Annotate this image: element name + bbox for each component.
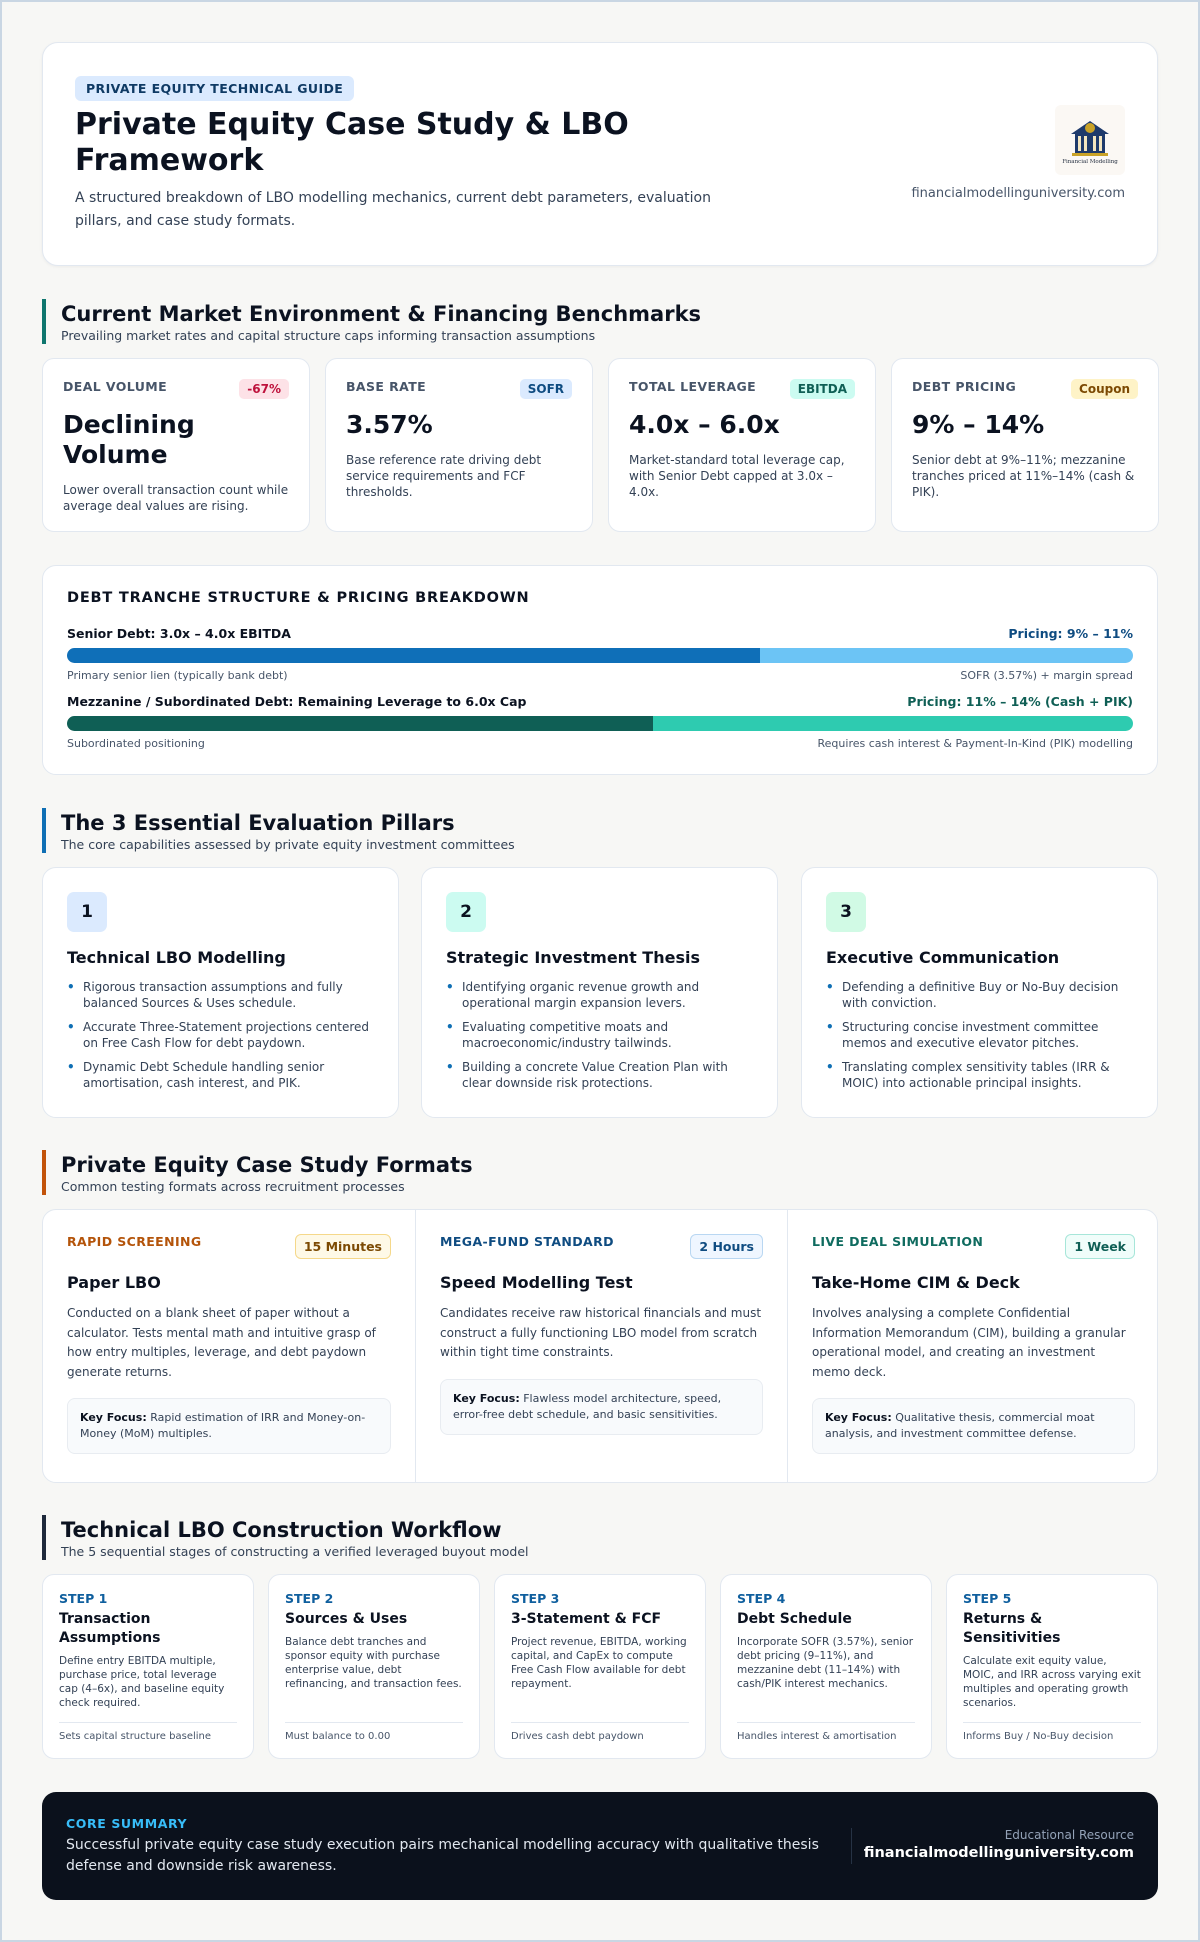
tranche-bar-spread-segment: [653, 716, 1133, 731]
kpi-label: BASE RATE: [346, 379, 427, 394]
pillar-number: 2: [446, 892, 486, 932]
tranche-bar: [67, 716, 1133, 731]
format-duration-badge: 15 Minutes: [295, 1234, 391, 1259]
pillar-point: • Defending a definitive Buy or No-Buy decision with conviction.: [826, 979, 1133, 1011]
pillar-point: • Rigorous transaction assumptions and fully balanced Sources & Uses schedule.: [67, 979, 374, 1011]
market-section-title: Current Market Environment & Financing Benchmarks: [61, 302, 702, 326]
kpi-value: 9% – 14%: [912, 410, 1045, 439]
tranche-sub-right: Requires cash interest & Payment-In-Kind (PIK) modelling: [817, 737, 1133, 750]
kpi-card-base-rate: [325, 358, 593, 532]
kpi-card-deal-volume: [42, 358, 310, 532]
tranche-bar: [67, 648, 1133, 663]
pillar-title: Technical LBO Modelling: [67, 948, 286, 967]
pillar-card: [421, 867, 778, 1118]
kpi-row: [42, 358, 1158, 532]
kpi-note: Market-standard total leverage cap, with Senior Debt capped at 3.0x – 4.0x.: [629, 453, 845, 499]
tranche-sub-left: Primary senior lien (typically bank debt): [67, 669, 288, 682]
step-footnote: Handles interest & amortisation: [737, 1722, 915, 1742]
tranche-pricing: Pricing: 9% – 11%: [1008, 626, 1133, 641]
kpi-value: Declining Volume: [63, 410, 195, 469]
step-footnote: Informs Buy / No-Buy decision: [963, 1722, 1141, 1742]
format-title: Paper LBO: [67, 1273, 161, 1292]
format-column: [787, 1210, 1158, 1483]
summary-text: Successful private equity case study execution pairs mechanical modelling accuracy with qualitative thesis defense and downside risk awareness.: [66, 1837, 819, 1874]
step-description: Define entry EBITDA multiple, purchase price, total leverage cap (4–6x), and baseline equity check required.: [59, 1655, 225, 1709]
kpi-badge: EBITDA: [790, 379, 855, 399]
key-focus-label: Key Focus:: [825, 1411, 892, 1424]
formats-card: [42, 1209, 1158, 1483]
pillars-section-title: The 3 Essential Evaluation Pillars: [61, 811, 455, 835]
kpi-label: TOTAL LEVERAGE: [629, 379, 757, 394]
format-description: Conducted on a blank sheet of paper without a calculator. Tests mental math and intuitive grasp of how entry multiples, leverage, and debt paydown generate returns.: [67, 1306, 376, 1379]
tranche-row-senior: [67, 626, 1133, 682]
step-number: STEP 5: [963, 1591, 1012, 1606]
guide-tag: PRIVATE EQUITY TECHNICAL GUIDE: [75, 76, 354, 101]
kpi-badge: SOFR: [520, 379, 572, 399]
header-card: [42, 42, 1158, 266]
key-focus-label: Key Focus:: [453, 1391, 520, 1405]
kpi-note: Base reference rate driving debt service requirements and FCF thresholds.: [346, 453, 542, 499]
tranche-title: DEBT TRANCHE STRUCTURE & PRICING BREAKDOWN: [67, 590, 530, 606]
pillar-title: Executive Communication: [826, 948, 1060, 967]
pillar-point: • Translating complex sensitivity tables (IRR & MOIC) into actionable principal insights.: [826, 1059, 1133, 1091]
format-category: RAPID SCREENING: [67, 1234, 202, 1249]
pillar-point: • Building a concrete Value Creation Plan with clear downside risk protections.: [446, 1059, 753, 1091]
kpi-label: DEBT PRICING: [912, 379, 1017, 394]
tranche-pricing: Pricing: 11% – 14% (Cash + PIK): [907, 694, 1133, 709]
tranche-bar-primary-segment: [67, 648, 760, 663]
step-number: STEP 1: [59, 1591, 108, 1606]
workflow-step: [268, 1574, 480, 1759]
key-focus-text: Rapid estimation of IRR and Money-on-Money (MoM) multiples.: [80, 1411, 366, 1440]
format-key-focus: [440, 1379, 763, 1435]
market-section-heading: [42, 299, 701, 344]
kpi-note: Senior debt at 9%–11%; mezzanine tranches priced at 11%–14% (cash & PIK).: [912, 453, 1135, 499]
format-column: [43, 1210, 415, 1483]
workflow-step: [494, 1574, 706, 1759]
pillar-point: • Accurate Three-Statement projections centered on Free Cash Flow for debt paydown.: [67, 1019, 374, 1051]
pillar-point: • Structuring concise investment committee memos and executive elevator pitches.: [826, 1019, 1133, 1051]
pillars-section-subtitle: The core capabilities assessed by private equity investment committees: [61, 837, 515, 852]
workflow-steps: [42, 1574, 1158, 1759]
workflow-step: [720, 1574, 932, 1759]
pillar-number: 3: [826, 892, 866, 932]
workflow-step: [946, 1574, 1158, 1759]
kpi-badge: -67%: [239, 379, 289, 399]
pillar-points: [67, 979, 374, 1091]
pillar-point: • Dynamic Debt Schedule handling senior amortisation, cash interest, and PIK.: [67, 1059, 374, 1091]
kpi-card-total-leverage: [608, 358, 876, 532]
format-duration-badge: 1 Week: [1065, 1234, 1135, 1259]
format-description: Candidates receive raw historical financials and must construct a fully functioning LBO model from scratch within tight time constraints.: [440, 1306, 762, 1359]
step-footnote: Must balance to 0.00: [285, 1722, 463, 1742]
pillar-point: • Evaluating competitive moats and macroeconomic/industry tailwinds.: [446, 1019, 753, 1051]
format-description: Involves analysing a complete Confidential Information Memorandum (CIM), building a granular operational model, and creating an investment memo deck.: [812, 1306, 1126, 1379]
pillars-section-heading: [42, 808, 515, 853]
workflow-section-heading: [42, 1515, 529, 1560]
step-footnote: Sets capital structure baseline: [59, 1722, 237, 1742]
format-duration-badge: 2 Hours: [690, 1234, 763, 1259]
tranche-sub-right: SOFR (3.57%) + margin spread: [960, 669, 1133, 682]
pillar-title: Strategic Investment Thesis: [446, 948, 700, 967]
header-website[interactable]: financialmodellinguniversity.com: [911, 186, 1125, 201]
pillar-points: [446, 979, 753, 1091]
logo-wordmark: Financial Modelling: [1062, 159, 1118, 165]
page-content: [42, 42, 1158, 1874]
resource-label: Educational Resource: [1004, 1828, 1134, 1842]
summary-label: CORE SUMMARY: [66, 1816, 188, 1831]
format-title: Take-Home CIM & Deck: [812, 1273, 1020, 1292]
step-description: Incorporate SOFR (3.57%), senior debt pricing (9–11%), and mezzanine debt (11–14%) with cash/PIK interest mechanics.: [737, 1636, 914, 1690]
step-description: Calculate exit equity value, MOIC, and IRR across varying exit multiples and operating growth scenarios.: [963, 1655, 1141, 1709]
footer-website-link[interactable]: financialmodellinguniversity.com: [863, 1845, 1134, 1861]
step-description: Project revenue, EBITDA, working capital, and CapEx to compute Free Cash Flow available for debt repayment.: [511, 1636, 687, 1690]
format-title: Speed Modelling Test: [440, 1273, 633, 1292]
brand-logo: [1055, 105, 1125, 175]
step-footnote: Drives cash debt paydown: [511, 1722, 689, 1742]
page-title: Private Equity Case Study & LBO Framework: [75, 107, 629, 178]
key-focus-text: Flawless model architecture, speed, error-free debt schedule, and basic sensitivities.: [453, 1391, 722, 1421]
kpi-value: 3.57%: [346, 410, 433, 439]
tranche-sub-left: Subordinated positioning: [67, 737, 205, 750]
step-title: Returns & Sensitivities: [963, 1611, 1061, 1646]
tranche-row-mezzanine: [67, 694, 1133, 750]
step-description: Balance debt tranches and sponsor equity with purchase enterprise value, debt refinancing, and transaction fees.: [285, 1636, 462, 1690]
tranche-bar-spread-segment: [760, 648, 1133, 663]
pillar-card: [42, 867, 399, 1118]
workflow-step: [42, 1574, 254, 1759]
format-category: MEGA-FUND STANDARD: [440, 1234, 614, 1249]
formats-section-subtitle: Common testing formats across recruitment processes: [61, 1179, 405, 1194]
step-number: STEP 4: [737, 1591, 786, 1606]
step-number: STEP 3: [511, 1591, 560, 1606]
building-logo-icon: [1055, 105, 1125, 175]
formats-section-title: Private Equity Case Study Formats: [61, 1153, 473, 1177]
pillar-number: 1: [67, 892, 107, 932]
kpi-note: Lower overall transaction count while average deal values are rising.: [63, 483, 289, 513]
step-title: Debt Schedule: [737, 1611, 852, 1627]
market-section-subtitle: Prevailing market rates and capital structure caps informing transaction assumptions: [61, 328, 596, 343]
formats-section-heading: [42, 1150, 473, 1195]
pillars-row: [42, 867, 1158, 1118]
workflow-section-subtitle: The 5 sequential stages of constructing a verified leveraged buyout model: [61, 1544, 529, 1559]
step-title: 3-Statement & FCF: [511, 1611, 662, 1627]
pillar-points: [826, 979, 1133, 1091]
format-column: [415, 1210, 787, 1483]
format-key-focus: [67, 1398, 391, 1454]
tranche-bar-primary-segment: [67, 716, 653, 731]
core-summary-banner: [42, 1792, 1158, 1900]
workflow-section-title: Technical LBO Construction Workflow: [61, 1518, 502, 1542]
summary-resource: [864, 1828, 1134, 1861]
tranche-name: Senior Debt: 3.0x – 4.0x EBITDA: [67, 626, 291, 641]
debt-tranche-card: [42, 565, 1158, 775]
step-number: STEP 2: [285, 1591, 334, 1606]
tranche-name: Mezzanine / Subordinated Debt: Remaining Leverage to 6.0x Cap: [67, 694, 527, 709]
key-focus-label: Key Focus:: [80, 1411, 147, 1424]
kpi-badge: Coupon: [1071, 379, 1138, 399]
step-title: Transaction Assumptions: [59, 1611, 161, 1646]
summary-divider: [851, 1828, 852, 1864]
kpi-label: DEAL VOLUME: [63, 379, 168, 394]
pillar-card: [801, 867, 1158, 1118]
pillar-point: • Identifying organic revenue growth and operational margin expansion levers.: [446, 979, 753, 1011]
format-key-focus: [812, 1398, 1135, 1454]
kpi-value: 4.0x – 6.0x: [629, 410, 780, 439]
key-focus-text: Qualitative thesis, commercial moat analysis, and investment committee defense.: [825, 1411, 1095, 1440]
kpi-card-debt-pricing: [891, 358, 1159, 532]
step-title: Sources & Uses: [285, 1611, 408, 1627]
page-description: A structured breakdown of LBO modelling mechanics, current debt parameters, evaluation pillars, and case study formats.: [75, 190, 711, 229]
format-category: LIVE DEAL SIMULATION: [812, 1234, 984, 1249]
